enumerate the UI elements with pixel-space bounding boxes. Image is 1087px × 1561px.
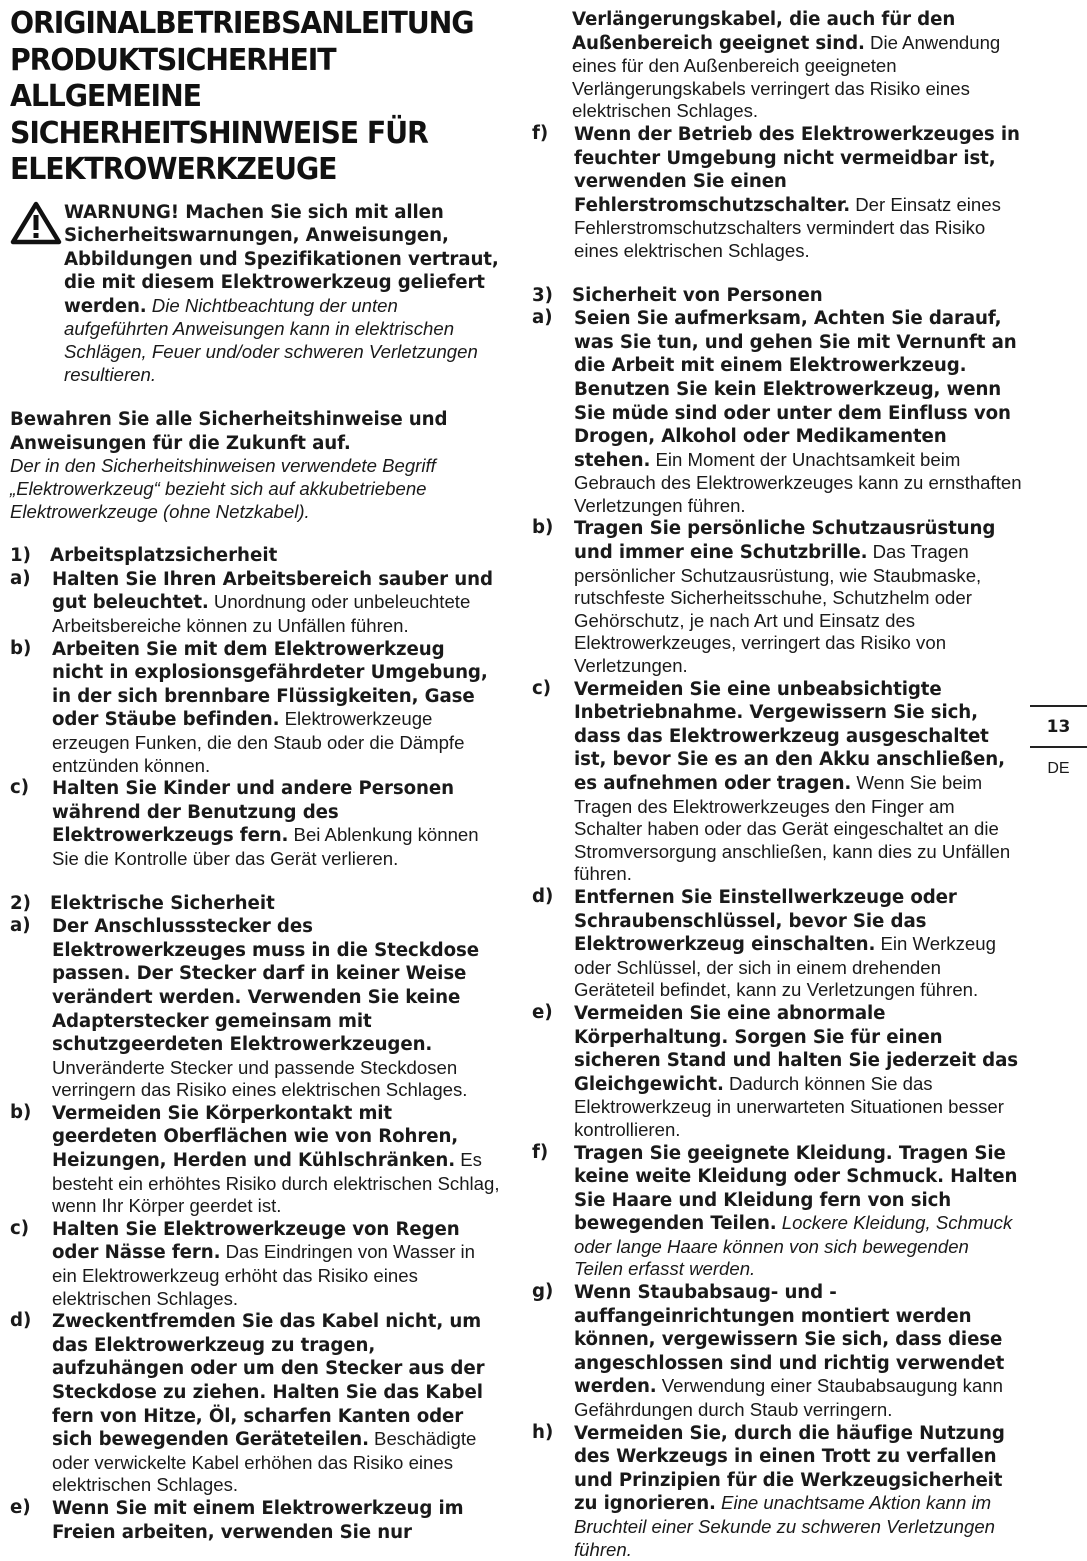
list-item-3h bbox=[532, 1422, 1022, 1561]
page-tab bbox=[1030, 705, 1087, 786]
item-letter: e) bbox=[532, 1001, 553, 1023]
title-line: ORIGINALBETRIEBSANLEITUNG bbox=[10, 6, 474, 41]
item-text: Die Anwendung eines für den Außenbereich geeigneten Verlängerungskabels verringert das Risiko eines elektrischen Schlages. bbox=[572, 31, 1001, 122]
item-bold: Vermeiden Sie, durch die häufige Nutzung des Werkzeugs in einen Trott zu verfallen und Prinzipien für die Werkzeugsicherheit zu ignorieren. bbox=[574, 1422, 1005, 1515]
item-italic: Lockere Kleidung, Schmuck oder lange Haare können von sich bewegenden Teilen erfasst werden. bbox=[574, 1212, 1013, 1280]
item-letter: a) bbox=[10, 915, 31, 937]
list-item-3e bbox=[532, 1002, 1022, 1142]
warning-italic: Die Nichtbeachtung der unten aufgeführten Anweisungen kann in elektrischen Schlägen, Feuer und/oder schweren Verletzungen resultieren. bbox=[64, 294, 478, 385]
title-line: PRODUKTSICHERHEIT bbox=[10, 42, 336, 78]
list-item-2d bbox=[10, 1310, 500, 1497]
item-bold: Wenn Staubabsaug- und -auffangeinrichtungen montiert werden können, vergewissern Sie sich, dass diese angeschlossen sind und richtig verwendet werden. bbox=[574, 1282, 1005, 1398]
item-letter: h) bbox=[532, 1421, 554, 1443]
list-item-3d bbox=[532, 886, 1022, 1002]
title-line: SICHERHEITSHINWEISE FÜR bbox=[10, 115, 428, 151]
item-text: Das Eindringen von Wasser in ein Elektrowerkzeug erhöht das Risiko eines elektrischen Schlages. bbox=[52, 1241, 476, 1309]
section-heading-1 bbox=[10, 545, 500, 568]
item-bold: Vermeiden Sie Körperkontakt mit geerdeten Oberflächen wie von Rohren, Heizungen, Herden und Kühlschränken. bbox=[52, 1102, 459, 1172]
list-item-2e-start bbox=[10, 1497, 500, 1544]
warning-bold: WARNUNG! Machen Sie sich mit allen Sicherheitswarnungen, Anweisungen, Abbildungen und Spezifikationen vertraut, die mit diesem Elektrowerkzeug geliefert werden. bbox=[64, 201, 499, 317]
item-letter: f) bbox=[532, 1141, 549, 1163]
item-letter: a) bbox=[10, 567, 31, 589]
item-italic: Eine unachtsame Aktion kann im Bruchteil einer Sekunde zu schweren Verletzungen führen. bbox=[574, 1492, 996, 1560]
item-text: Elektrowerkzeuge erzeugen Funken, die den Staub oder die Dämpfe entzünden können. bbox=[52, 708, 465, 776]
list-item-1a bbox=[10, 568, 500, 638]
item-letter: c) bbox=[10, 1217, 30, 1239]
title-line: ELEKTROWERKZEUGE bbox=[10, 152, 337, 187]
item-bold: Halten Sie Ihren Arbeitsbereich sauber und gut beleuchtet. bbox=[52, 568, 493, 614]
item-letter: c) bbox=[532, 677, 552, 699]
list-item-3c bbox=[532, 678, 1022, 886]
item-bold: Der Anschlussstecker des Elektrowerkzeuges muss in die Steckdose passen. Der Stecker darf in keiner Weise verändert werden. Verwenden Sie keine Adapterstecker gemeinsam mit schutzgeerdeten Elektrowerkzeugen. bbox=[52, 916, 479, 1056]
title-line: ALLGEMEINE bbox=[10, 79, 201, 114]
item-letter: c) bbox=[10, 777, 30, 799]
item-letter: b) bbox=[10, 637, 32, 659]
keep-italic: Der in den Sicherheitshinweisen verwendete Begriff „Elektrowerkzeug“ bezieht sich auf akkubetriebene Elektrowerkzeuge (ohne Netzkabel). bbox=[10, 455, 436, 522]
list-item-1b bbox=[10, 638, 500, 778]
list-item-3a bbox=[532, 307, 1022, 517]
item-text: Ein Werkzeug oder Schlüssel, der sich in einem drehenden Geräteteil befindet, kann zu Verletzungen führen. bbox=[574, 933, 996, 1001]
section-title: Sicherheit von Personen bbox=[572, 284, 823, 306]
section-number: 1) bbox=[10, 545, 31, 567]
item-bold: Tragen Sie persönliche Schutzausrüstung und immer eine Schutzbrille. bbox=[574, 518, 996, 564]
list-item-2c bbox=[10, 1218, 500, 1310]
item-text: Beschädigte oder verwickelte Kabel erhöhen das Risiko eines elektrischen Schlages. bbox=[52, 1428, 477, 1496]
item-letter: e) bbox=[10, 1496, 31, 1518]
item-text: Dadurch können Sie das Elektrowerkzeug in unerwarteten Situationen besser kontrollieren. bbox=[574, 1072, 1004, 1140]
item-bold: Verlängerungskabel, die auch für den Außenbereich geeignet sind. bbox=[572, 9, 956, 54]
item-letter: f) bbox=[532, 122, 549, 144]
item-text: Verwendung einer Staubabsaugung kann Gefährdungen durch Staub verringern. bbox=[574, 1375, 1003, 1421]
item-bold: Arbeiten Sie mit dem Elektrowerkzeug nicht in explosionsgefährdeter Umgebung, in der sich brennbare Flüssigkeiten, Gase oder Stäube befinden. bbox=[52, 638, 488, 731]
section-heading-2 bbox=[10, 893, 500, 916]
warning-text bbox=[10, 201, 500, 387]
section-number: 3) bbox=[532, 284, 553, 306]
list-item-3g bbox=[532, 1281, 1022, 1422]
item-bold: Seien Sie aufmerksam, Achten Sie darauf, was Sie tun, und gehen Sie mit Vernunft an die Arbeit mit einem Elektrowerkzeug. Benutzen Sie kein Elektrowerkzeug, wenn Sie müde sind oder unter dem Einfluss von Drogen, Alkohol oder Medikamenten stehen. bbox=[574, 308, 1017, 471]
item-text: Der Einsatz eines Fehlerstromschutzschalters vermindert das Risiko eines elektrischen Schlages. bbox=[574, 193, 1001, 261]
item-bold: Wenn der Betrieb des Elektrowerkzeuges in feuchter Umgebung nicht vermeidbar ist, verwenden Sie einen Fehlerstromschutzschalter. bbox=[574, 123, 1020, 216]
left-column bbox=[10, 6, 500, 1544]
page-number: 13 bbox=[1046, 717, 1071, 737]
list-item-3b bbox=[532, 517, 1022, 677]
section-title: Elektrische Sicherheit bbox=[50, 892, 275, 914]
item-letter: b) bbox=[10, 1101, 32, 1123]
language-code: DE bbox=[1047, 760, 1070, 777]
item-bold: Halten Sie Kinder und andere Personen während der Benutzung des Elektrowerkzeugs fern. bbox=[52, 778, 454, 847]
item-bold: Wenn Sie mit einem Elektrowerkzeug im Freien arbeiten, verwenden Sie nur bbox=[52, 1497, 464, 1543]
list-item-2f bbox=[532, 123, 1022, 263]
list-item-3f bbox=[532, 1142, 1022, 1282]
item-bold: Zweckentfremden Sie das Kabel nicht, um das Elektrowerkzeug zu tragen, aufzuhängen oder um den Stecker aus der Steckdose zu ziehen. Halten Sie das Kabel fern von Hitze, Öl, scharfen Kanten oder sich bewegenden Geräteteilen. bbox=[52, 1311, 485, 1451]
warning-block bbox=[10, 201, 500, 387]
warning-triangle-icon bbox=[10, 201, 62, 245]
list-item-2a bbox=[10, 915, 500, 1102]
list-item-2e-continued bbox=[532, 8, 1022, 123]
item-text: Das Tragen persönlicher Schutzausrüstung, wie Staubmaske, rutschfeste Sicherheitsschuhe, Schutzhelm oder Gehörschutz, je nach Art und Einsatz des Elektrowerkzeuges, verringert das Risiko von Verletzungen. bbox=[574, 541, 982, 677]
item-letter: a) bbox=[532, 307, 553, 329]
item-bold: Halten Sie Elektrowerkzeuge von Regen oder Nässe fern. bbox=[52, 1218, 460, 1264]
section-number: 2) bbox=[10, 892, 31, 914]
item-text: Es besteht ein erhöhtes Risiko durch elektrischen Schlag, wenn Ihr Körper geerdet ist. bbox=[52, 1149, 500, 1217]
item-bold: Tragen Sie geeignete Kleidung. Tragen Sie keine weite Kleidung oder Schmuck. Halten Sie Haare und Kleidung fern von sich bewegenden Teilen. bbox=[574, 1142, 1018, 1235]
list-item-2b bbox=[10, 1102, 500, 1218]
item-text: Unveränderte Stecker und passende Steckdosen verringern das Risiko eines elektrischen Schlages. bbox=[52, 1056, 468, 1101]
item-letter: b) bbox=[532, 517, 554, 539]
item-text: Ein Moment der Unachtsamkeit beim Gebrauch des Elektrowerkzeuges kann zu ernsthaften Verletzungen führen. bbox=[574, 448, 1022, 516]
item-bold: Vermeiden Sie eine abnormale Körperhaltung. Sorgen Sie für einen sicheren Stand und halten Sie jederzeit das Gleichgewicht. bbox=[574, 1002, 1018, 1095]
section-title: Arbeitsplatzsicherheit bbox=[50, 545, 278, 567]
item-text: Bei Ablenkung können Sie die Kontrolle über das Gerät verlieren. bbox=[52, 824, 479, 869]
item-bold: Vermeiden Sie eine unbeabsichtigte Inbetriebnahme. Vergewissern Sie sich, dass das Elektrowerkzeug ausgeschaltet ist, bevor Sie es an den Akku anschließen, es aufnehmen oder tragen. bbox=[574, 678, 1005, 794]
page-title bbox=[10, 6, 503, 189]
item-letter: d) bbox=[532, 885, 554, 907]
item-letter: d) bbox=[10, 1310, 32, 1332]
item-bold: Entfernen Sie Einstellwerkzeuge oder Schraubenschlüssel, bevor Sie das Elektrowerkzeug einschalten. bbox=[574, 886, 957, 956]
keep-bold: Bewahren Sie alle Sicherheitshinweise und Anweisungen für die Zukunft auf. bbox=[10, 409, 448, 454]
item-text: Wenn Sie beim Tragen des Elektrowerkzeuges den Finger am Schalter haben oder das Gerät eingeschaltet an die Stromversorgung anschließen, kann dies zu Unfällen führen. bbox=[574, 772, 1011, 885]
list-item-1c bbox=[10, 777, 500, 870]
keep-instructions bbox=[10, 408, 500, 523]
item-text: Unordnung oder unbeleuchtete Arbeitsbereiche können zu Unfällen führen. bbox=[52, 591, 471, 636]
section-heading-3 bbox=[532, 285, 1022, 308]
item-letter: g) bbox=[532, 1281, 554, 1303]
right-column bbox=[532, 8, 1022, 1561]
